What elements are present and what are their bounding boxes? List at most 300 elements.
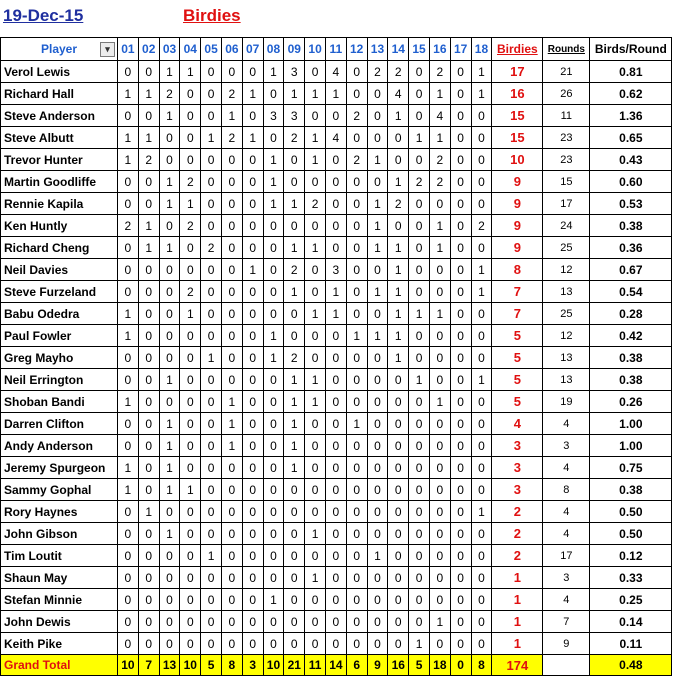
hole-cell[interactable]: 0	[450, 215, 471, 237]
hole-cell[interactable]: 0	[180, 347, 201, 369]
hole-cell[interactable]: 0	[201, 83, 222, 105]
hole-cell[interactable]: 0	[305, 457, 326, 479]
birdies-cell[interactable]: 9	[492, 215, 543, 237]
player-name-cell[interactable]: Trevor Hunter	[1, 149, 118, 171]
hole-cell[interactable]: 0	[346, 611, 367, 633]
total-hole-cell[interactable]: 10	[263, 655, 284, 676]
hole-cell[interactable]: 0	[346, 259, 367, 281]
hole-cell[interactable]: 1	[471, 369, 492, 391]
hole-cell[interactable]: 0	[263, 523, 284, 545]
birds-per-round-cell[interactable]: 0.36	[590, 237, 672, 259]
hole-cell[interactable]: 0	[180, 391, 201, 413]
hole-cell[interactable]: 0	[138, 325, 159, 347]
hole-header[interactable]: 08	[263, 38, 284, 61]
birds-per-round-cell[interactable]: 0.50	[590, 501, 672, 523]
hole-cell[interactable]: 1	[242, 259, 263, 281]
hole-cell[interactable]: 0	[242, 105, 263, 127]
hole-cell[interactable]: 0	[242, 303, 263, 325]
hole-cell[interactable]: 0	[409, 413, 430, 435]
hole-cell[interactable]: 1	[367, 281, 388, 303]
rounds-cell[interactable]: 9	[543, 633, 590, 655]
rounds-cell[interactable]: 11	[543, 105, 590, 127]
player-name-cell[interactable]: Steve Furzeland	[1, 281, 118, 303]
hole-cell[interactable]: 0	[118, 435, 139, 457]
hole-cell[interactable]: 0	[221, 215, 242, 237]
hole-cell[interactable]: 1	[263, 61, 284, 83]
hole-cell[interactable]: 0	[201, 369, 222, 391]
birds-per-round-cell[interactable]: 0.38	[590, 215, 672, 237]
hole-cell[interactable]: 0	[429, 545, 450, 567]
hole-cell[interactable]: 1	[284, 457, 305, 479]
hole-cell[interactable]: 2	[201, 237, 222, 259]
hole-cell[interactable]: 0	[263, 545, 284, 567]
hole-cell[interactable]: 2	[429, 61, 450, 83]
hole-cell[interactable]: 0	[346, 567, 367, 589]
hole-cell[interactable]: 0	[305, 501, 326, 523]
hole-cell[interactable]: 0	[325, 501, 346, 523]
hole-cell[interactable]: 1	[388, 325, 409, 347]
hole-cell[interactable]: 1	[429, 215, 450, 237]
birdies-cell[interactable]: 17	[492, 61, 543, 83]
total-hole-cell[interactable]: 8	[221, 655, 242, 676]
hole-cell[interactable]: 0	[346, 237, 367, 259]
hole-cell[interactable]: 1	[346, 325, 367, 347]
hole-cell[interactable]: 1	[284, 83, 305, 105]
hole-cell[interactable]: 1	[159, 369, 180, 391]
player-name-cell[interactable]: Steve Albutt	[1, 127, 118, 149]
birds-per-round-cell[interactable]: 0.62	[590, 83, 672, 105]
hole-cell[interactable]: 0	[242, 369, 263, 391]
hole-cell[interactable]: 0	[325, 479, 346, 501]
hole-cell[interactable]: 0	[263, 501, 284, 523]
total-hole-cell[interactable]: 7	[138, 655, 159, 676]
hole-cell[interactable]: 2	[409, 171, 430, 193]
hole-cell[interactable]: 0	[263, 369, 284, 391]
hole-cell[interactable]: 1	[221, 391, 242, 413]
hole-cell[interactable]: 0	[388, 435, 409, 457]
hole-cell[interactable]: 0	[409, 105, 430, 127]
rounds-cell[interactable]: 8	[543, 479, 590, 501]
hole-cell[interactable]: 0	[263, 479, 284, 501]
hole-cell[interactable]: 0	[409, 193, 430, 215]
hole-cell[interactable]: 1	[305, 237, 326, 259]
hole-cell[interactable]: 0	[367, 171, 388, 193]
hole-cell[interactable]: 0	[263, 435, 284, 457]
hole-cell[interactable]: 0	[242, 545, 263, 567]
birds-per-round-cell[interactable]: 1.00	[590, 435, 672, 457]
hole-cell[interactable]: 1	[159, 61, 180, 83]
hole-cell[interactable]: 0	[471, 127, 492, 149]
hole-cell[interactable]: 1	[118, 83, 139, 105]
birdies-cell[interactable]: 3	[492, 457, 543, 479]
birds-per-round-cell[interactable]: 0.54	[590, 281, 672, 303]
hole-cell[interactable]: 0	[429, 633, 450, 655]
hole-cell[interactable]: 0	[346, 215, 367, 237]
hole-cell[interactable]: 0	[221, 325, 242, 347]
hole-cell[interactable]: 0	[221, 281, 242, 303]
hole-cell[interactable]: 4	[325, 127, 346, 149]
hole-cell[interactable]: 0	[118, 369, 139, 391]
hole-cell[interactable]: 0	[242, 325, 263, 347]
total-hole-cell[interactable]: 6	[346, 655, 367, 676]
hole-cell[interactable]: 0	[409, 149, 430, 171]
hole-cell[interactable]: 0	[325, 237, 346, 259]
hole-cell[interactable]: 0	[284, 567, 305, 589]
hole-cell[interactable]: 0	[429, 347, 450, 369]
birdies-cell[interactable]: 1	[492, 567, 543, 589]
total-hole-cell[interactable]: 3	[242, 655, 263, 676]
hole-cell[interactable]: 0	[221, 259, 242, 281]
hole-cell[interactable]: 2	[138, 149, 159, 171]
hole-cell[interactable]: 1	[305, 83, 326, 105]
hole-cell[interactable]: 2	[284, 127, 305, 149]
total-hole-cell[interactable]: 10	[180, 655, 201, 676]
hole-cell[interactable]: 0	[325, 149, 346, 171]
hole-cell[interactable]: 1	[159, 413, 180, 435]
hole-cell[interactable]: 0	[242, 457, 263, 479]
hole-cell[interactable]: 0	[221, 567, 242, 589]
hole-cell[interactable]: 0	[242, 589, 263, 611]
birdies-cell[interactable]: 9	[492, 193, 543, 215]
hole-cell[interactable]: 0	[409, 435, 430, 457]
birdies-cell[interactable]: 1	[492, 611, 543, 633]
hole-cell[interactable]: 0	[346, 523, 367, 545]
hole-cell[interactable]: 0	[367, 435, 388, 457]
hole-cell[interactable]: 0	[429, 281, 450, 303]
hole-cell[interactable]: 0	[201, 325, 222, 347]
birdies-cell[interactable]: 2	[492, 501, 543, 523]
hole-cell[interactable]: 0	[305, 611, 326, 633]
hole-cell[interactable]: 0	[159, 611, 180, 633]
hole-cell[interactable]: 1	[180, 61, 201, 83]
hole-cell[interactable]: 0	[346, 457, 367, 479]
birds-per-round-cell[interactable]: 0.53	[590, 193, 672, 215]
hole-cell[interactable]: 0	[180, 633, 201, 655]
hole-cell[interactable]: 1	[367, 193, 388, 215]
player-name-cell[interactable]: Sammy Gophal	[1, 479, 118, 501]
hole-cell[interactable]: 0	[325, 457, 346, 479]
birds-per-round-cell[interactable]: 0.25	[590, 589, 672, 611]
hole-cell[interactable]: 0	[325, 347, 346, 369]
birds-per-round-cell[interactable]: 0.65	[590, 127, 672, 149]
hole-cell[interactable]: 2	[180, 171, 201, 193]
hole-cell[interactable]: 0	[450, 523, 471, 545]
hole-cell[interactable]: 0	[242, 501, 263, 523]
hole-cell[interactable]: 0	[409, 391, 430, 413]
hole-cell[interactable]: 0	[367, 127, 388, 149]
birds-per-round-cell[interactable]: 0.42	[590, 325, 672, 347]
hole-cell[interactable]: 0	[471, 171, 492, 193]
hole-cell[interactable]: 0	[429, 479, 450, 501]
hole-cell[interactable]: 0	[346, 391, 367, 413]
player-name-cell[interactable]: Richard Hall	[1, 83, 118, 105]
player-name-cell[interactable]: Keith Pike	[1, 633, 118, 655]
hole-cell[interactable]: 0	[180, 567, 201, 589]
hole-cell[interactable]: 0	[221, 303, 242, 325]
hole-cell[interactable]: 0	[284, 149, 305, 171]
hole-cell[interactable]: 0	[450, 61, 471, 83]
hole-cell[interactable]: 0	[138, 105, 159, 127]
hole-cell[interactable]: 0	[450, 259, 471, 281]
hole-cell[interactable]: 0	[180, 369, 201, 391]
hole-cell[interactable]: 1	[263, 193, 284, 215]
hole-cell[interactable]: 0	[471, 391, 492, 413]
rounds-cell[interactable]: 23	[543, 127, 590, 149]
hole-header[interactable]: 15	[409, 38, 430, 61]
hole-cell[interactable]: 1	[305, 391, 326, 413]
total-hole-cell[interactable]: 21	[284, 655, 305, 676]
total-hole-cell[interactable]: 0	[450, 655, 471, 676]
player-name-cell[interactable]: Tim Loutit	[1, 545, 118, 567]
hole-cell[interactable]: 1	[263, 149, 284, 171]
hole-cell[interactable]: 0	[429, 567, 450, 589]
hole-cell[interactable]: 1	[201, 545, 222, 567]
rounds-cell[interactable]: 21	[543, 61, 590, 83]
hole-cell[interactable]: 0	[367, 391, 388, 413]
hole-cell[interactable]: 1	[263, 347, 284, 369]
birdies-cell[interactable]: 9	[492, 237, 543, 259]
hole-cell[interactable]: 2	[471, 215, 492, 237]
hole-cell[interactable]: 0	[201, 633, 222, 655]
hole-cell[interactable]: 1	[118, 457, 139, 479]
hole-cell[interactable]: 0	[242, 413, 263, 435]
hole-cell[interactable]: 0	[450, 347, 471, 369]
hole-cell[interactable]: 2	[388, 61, 409, 83]
hole-cell[interactable]: 1	[118, 127, 139, 149]
hole-cell[interactable]: 0	[201, 589, 222, 611]
hole-cell[interactable]: 0	[305, 105, 326, 127]
hole-cell[interactable]: 0	[305, 633, 326, 655]
hole-cell[interactable]: 2	[346, 105, 367, 127]
hole-cell[interactable]: 1	[367, 545, 388, 567]
hole-cell[interactable]: 1	[263, 171, 284, 193]
hole-cell[interactable]: 0	[450, 369, 471, 391]
hole-cell[interactable]: 0	[325, 171, 346, 193]
hole-cell[interactable]: 1	[409, 303, 430, 325]
hole-cell[interactable]: 0	[367, 611, 388, 633]
hole-cell[interactable]: 0	[138, 391, 159, 413]
hole-cell[interactable]: 1	[242, 127, 263, 149]
hole-cell[interactable]: 1	[284, 435, 305, 457]
hole-cell[interactable]: 0	[429, 369, 450, 391]
hole-cell[interactable]: 0	[471, 545, 492, 567]
hole-cell[interactable]: 0	[450, 435, 471, 457]
hole-cell[interactable]: 0	[242, 523, 263, 545]
birdies-cell[interactable]: 1	[492, 633, 543, 655]
hole-cell[interactable]: 0	[388, 611, 409, 633]
hole-cell[interactable]: 0	[346, 347, 367, 369]
rounds-cell[interactable]: 4	[543, 589, 590, 611]
hole-cell[interactable]: 0	[305, 61, 326, 83]
player-name-cell[interactable]: Greg Mayho	[1, 347, 118, 369]
hole-cell[interactable]: 0	[221, 171, 242, 193]
hole-cell[interactable]: 1	[388, 171, 409, 193]
hole-cell[interactable]: 0	[138, 347, 159, 369]
hole-cell[interactable]: 0	[325, 215, 346, 237]
hole-cell[interactable]: 0	[221, 501, 242, 523]
hole-cell[interactable]: 0	[118, 545, 139, 567]
hole-cell[interactable]: 0	[471, 193, 492, 215]
hole-cell[interactable]: 0	[450, 303, 471, 325]
total-hole-cell[interactable]: 5	[201, 655, 222, 676]
player-name-cell[interactable]: Rory Haynes	[1, 501, 118, 523]
hole-cell[interactable]: 1	[388, 105, 409, 127]
hole-cell[interactable]: 0	[367, 413, 388, 435]
hole-cell[interactable]: 1	[305, 149, 326, 171]
hole-cell[interactable]: 0	[263, 259, 284, 281]
hole-cell[interactable]: 0	[346, 127, 367, 149]
hole-cell[interactable]: 0	[409, 281, 430, 303]
hole-cell[interactable]: 0	[180, 259, 201, 281]
hole-cell[interactable]: 0	[118, 611, 139, 633]
hole-cell[interactable]: 1	[367, 149, 388, 171]
hole-cell[interactable]: 2	[284, 347, 305, 369]
hole-cell[interactable]: 0	[284, 611, 305, 633]
hole-cell[interactable]: 2	[221, 127, 242, 149]
birds-per-round-cell[interactable]: 0.67	[590, 259, 672, 281]
hole-cell[interactable]: 0	[221, 479, 242, 501]
hole-cell[interactable]: 0	[159, 127, 180, 149]
hole-cell[interactable]: 3	[325, 259, 346, 281]
hole-cell[interactable]: 0	[242, 391, 263, 413]
hole-cell[interactable]: 1	[305, 567, 326, 589]
hole-cell[interactable]: 0	[201, 281, 222, 303]
hole-cell[interactable]: 1	[409, 633, 430, 655]
rounds-cell[interactable]: 4	[543, 413, 590, 435]
hole-cell[interactable]: 0	[201, 193, 222, 215]
hole-cell[interactable]: 1	[284, 369, 305, 391]
hole-cell[interactable]: 0	[159, 391, 180, 413]
hole-cell[interactable]: 0	[450, 127, 471, 149]
hole-cell[interactable]: 0	[263, 215, 284, 237]
hole-cell[interactable]: 0	[201, 479, 222, 501]
hole-header[interactable]: 05	[201, 38, 222, 61]
hole-cell[interactable]: 0	[471, 567, 492, 589]
player-name-cell[interactable]: Martin Goodliffe	[1, 171, 118, 193]
hole-cell[interactable]: 0	[284, 325, 305, 347]
hole-cell[interactable]: 0	[242, 435, 263, 457]
hole-cell[interactable]: 0	[201, 567, 222, 589]
hole-header[interactable]: 06	[221, 38, 242, 61]
total-hole-cell[interactable]: 9	[367, 655, 388, 676]
hole-cell[interactable]: 0	[388, 149, 409, 171]
hole-cell[interactable]: 0	[263, 413, 284, 435]
hole-cell[interactable]: 0	[325, 589, 346, 611]
player-name-cell[interactable]: Richard Cheng	[1, 237, 118, 259]
hole-cell[interactable]: 0	[159, 633, 180, 655]
hole-cell[interactable]: 0	[138, 611, 159, 633]
hole-cell[interactable]: 1	[409, 369, 430, 391]
hole-cell[interactable]: 1	[118, 391, 139, 413]
hole-cell[interactable]: 1	[388, 303, 409, 325]
hole-cell[interactable]: 0	[388, 369, 409, 391]
hole-cell[interactable]: 1	[429, 127, 450, 149]
hole-cell[interactable]: 0	[388, 215, 409, 237]
hole-cell[interactable]: 0	[180, 545, 201, 567]
rounds-cell[interactable]: 7	[543, 611, 590, 633]
hole-cell[interactable]: 1	[305, 369, 326, 391]
hole-cell[interactable]: 2	[429, 171, 450, 193]
hole-cell[interactable]: 0	[201, 435, 222, 457]
birds-per-round-cell[interactable]: 0.60	[590, 171, 672, 193]
hole-cell[interactable]: 0	[305, 479, 326, 501]
hole-cell[interactable]: 0	[346, 479, 367, 501]
rounds-header[interactable]: Rounds	[543, 38, 590, 61]
hole-cell[interactable]: 0	[471, 435, 492, 457]
hole-cell[interactable]: 0	[388, 127, 409, 149]
rounds-cell[interactable]: 25	[543, 237, 590, 259]
hole-cell[interactable]: 1	[305, 127, 326, 149]
birdies-cell[interactable]: 1	[492, 589, 543, 611]
hole-cell[interactable]: 1	[118, 325, 139, 347]
hole-cell[interactable]: 1	[471, 259, 492, 281]
hole-cell[interactable]: 0	[263, 83, 284, 105]
hole-cell[interactable]: 1	[159, 105, 180, 127]
birdies-header[interactable]: Birdies	[492, 38, 543, 61]
birds-per-round-cell[interactable]: 0.11	[590, 633, 672, 655]
total-hole-cell[interactable]: 14	[325, 655, 346, 676]
birds-per-round-cell[interactable]: 0.14	[590, 611, 672, 633]
hole-cell[interactable]: 0	[118, 61, 139, 83]
hole-cell[interactable]: 0	[242, 633, 263, 655]
hole-cell[interactable]: 0	[242, 149, 263, 171]
hole-cell[interactable]: 0	[138, 193, 159, 215]
birdies-cell[interactable]: 5	[492, 347, 543, 369]
hole-header[interactable]: 13	[367, 38, 388, 61]
hole-cell[interactable]: 0	[450, 149, 471, 171]
hole-cell[interactable]: 0	[180, 435, 201, 457]
birds-per-round-cell[interactable]: 1.36	[590, 105, 672, 127]
hole-cell[interactable]: 0	[409, 215, 430, 237]
hole-header[interactable]: 18	[471, 38, 492, 61]
hole-cell[interactable]: 0	[450, 83, 471, 105]
hole-cell[interactable]: 1	[429, 391, 450, 413]
birdies-cell[interactable]: 7	[492, 281, 543, 303]
hole-cell[interactable]: 0	[159, 215, 180, 237]
hole-cell[interactable]: 0	[471, 149, 492, 171]
hole-cell[interactable]: 0	[346, 633, 367, 655]
hole-cell[interactable]: 1	[138, 215, 159, 237]
total-hole-cell[interactable]: 8	[471, 655, 492, 676]
hole-cell[interactable]: 0	[409, 611, 430, 633]
hole-cell[interactable]: 0	[180, 325, 201, 347]
rounds-cell[interactable]: 24	[543, 215, 590, 237]
hole-cell[interactable]: 0	[450, 391, 471, 413]
hole-cell[interactable]: 0	[367, 479, 388, 501]
hole-cell[interactable]: 0	[409, 259, 430, 281]
hole-cell[interactable]: 2	[180, 215, 201, 237]
hole-cell[interactable]: 0	[450, 193, 471, 215]
birds-per-round-cell[interactable]: 0.38	[590, 369, 672, 391]
hole-cell[interactable]: 0	[388, 633, 409, 655]
hole-cell[interactable]: 0	[159, 281, 180, 303]
hole-cell[interactable]: 0	[201, 259, 222, 281]
hole-cell[interactable]: 0	[221, 369, 242, 391]
hole-cell[interactable]: 0	[138, 435, 159, 457]
hole-cell[interactable]: 0	[429, 589, 450, 611]
hole-cell[interactable]: 0	[159, 589, 180, 611]
hole-cell[interactable]: 0	[346, 369, 367, 391]
hole-cell[interactable]: 0	[429, 501, 450, 523]
hole-cell[interactable]: 0	[118, 501, 139, 523]
hole-cell[interactable]: 0	[263, 567, 284, 589]
hole-cell[interactable]: 1	[388, 237, 409, 259]
hole-cell[interactable]: 0	[450, 171, 471, 193]
hole-cell[interactable]: 4	[325, 61, 346, 83]
player-name-cell[interactable]: Neil Errington	[1, 369, 118, 391]
total-ratio-cell[interactable]: 0.48	[590, 655, 672, 676]
hole-cell[interactable]: 0	[409, 501, 430, 523]
